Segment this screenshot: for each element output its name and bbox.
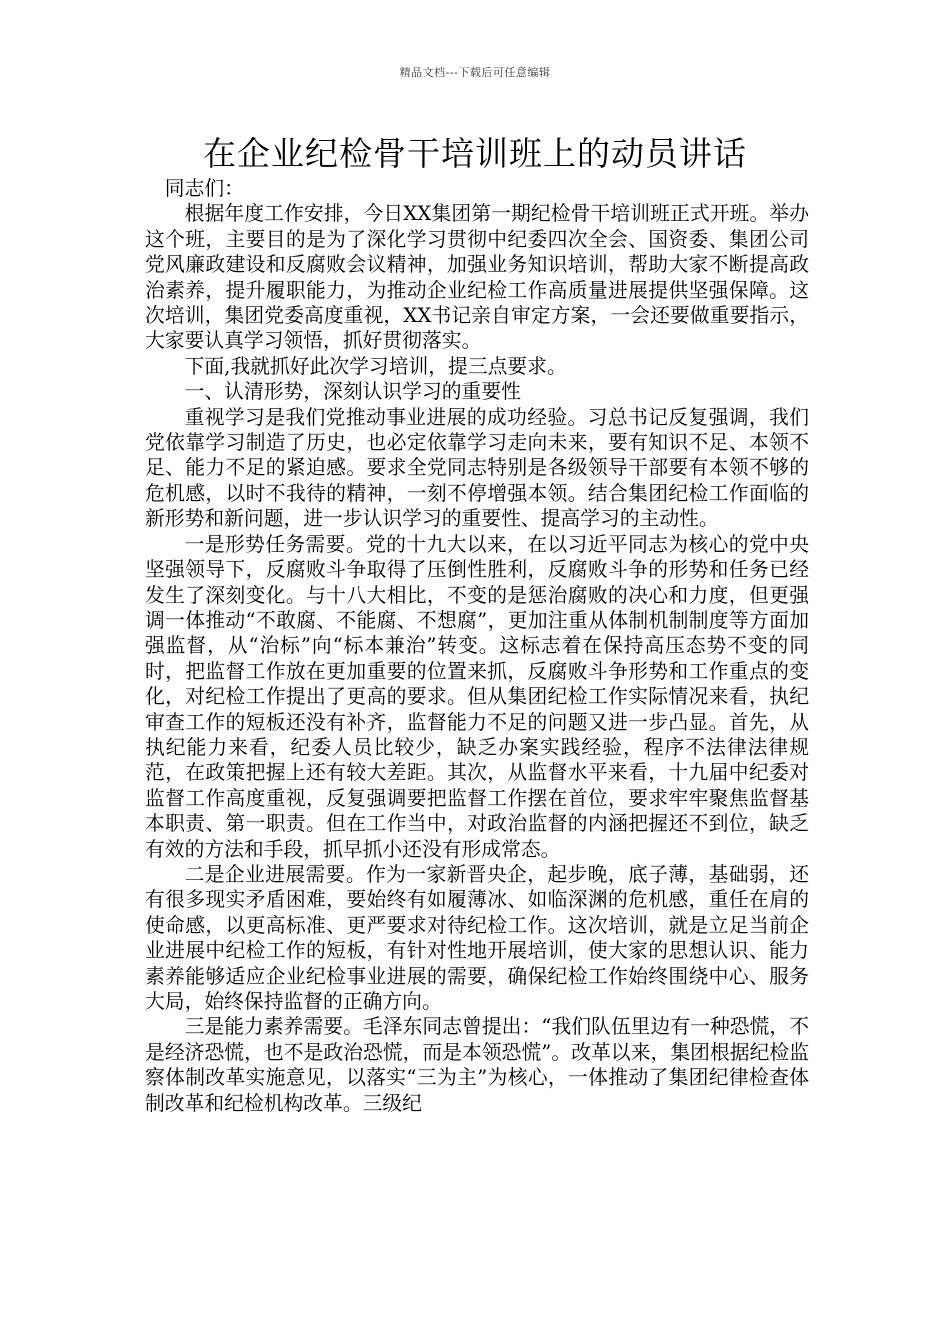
section-heading-1: 一、认清形势，深刻认识学习的重要性: [184, 380, 521, 404]
document-body: [145, 176, 809, 1116]
document-title: 在企业纪检骨干培训班上的动员讲话: [203, 134, 747, 173]
paragraph-learning: 重视学习是我们党推动事业进展的成功经验。习总书记反复强调，我们党依靠学习制造了历史，也必定依靠学习走向未来，要有知识不足、本领不足、能力不足的紧迫感。要求全党同志特别是各级领导干部要有本领不够的危机感，以时不我待的精神，一刻不停增强本领。结合集团纪检工作面临的新形势和新问题，进一步认识学习的重要性、提高学习的主动性。: [145, 405, 809, 531]
paragraph-situation: 一是形势任务需要。党的十九大以来，在以习近平同志为核心的党中央坚强领导下，反腐败斗争取得了压倒性胜利，反腐败斗争的形势和任务已经发生了深刻变化。与十八大相比，不变的是惩治腐败的决心和力度，但更强调一体推动“不敢腐、不能腐、不想腐”，更加注重从体制机制制度等方面加强监督，从“治标”向“标本兼治”转变。这标志着在保持高压态势不变的同时，把监督工作放在更加重要的位置来抓，反腐败斗争形势和工作重点的变化，对纪检工作提出了更高的要求。但从集团纪检工作实际情况来看，执纪审查工作的短板还没有补齐，监督能力不足的问题又进一步凸显。首先，从执纪能力来看，纪委人员比较少，缺乏办案实践经验，程序不法律法律规范，在政策把握上还有较大差距。其次，从监督水平来看，十九届中纪委对监督工作高度重视，反复强调要把监督工作摆在首位，要求牢牢聚焦监督基本职责、第一职责。但在工作当中，对政治监督的内涵把握还不到位，缺乏有效的方法和手段，抓早抓小还没有形成常态。: [145, 532, 809, 861]
paragraph-capability: 三是能力素养需要。毛泽东同志曾提出：“我们队伍里边有一种恐慌，不是经济恐慌，也不是政治恐慌，而是本领恐慌”。改革以来，集团根据纪检监察体制改革实施意见，以落实“三为主”为核心，一体推动了集团纪律检查体制改革和纪检机构改革。三级纪: [145, 1015, 809, 1115]
paragraph-requirements: 下面,我就抓好此次学习培训，提三点要求。: [184, 354, 567, 378]
paragraph-enterprise: 二是企业进展需要。作为一家新晋央企，起步晚，底子薄，基础弱，还有很多现实矛盾困难，要始终有如履薄冰、如临深渊的危机感，重任在肩的使命感，以更高标准、更严要求对待纪检工作。这次培训，就是立足当前企业进展中纪检工作的短板，有针对性地开展培训，使大家的思想认识、能力素养能够适应企业纪检事业进展的需要，确保纪检工作始终围绕中心、服务大局，始终保持监督的正确方向。: [145, 862, 809, 1013]
paragraph-intro: 根据年度工作安排，今日XX集团第一期纪检骨干培训班正式开班。举办这个班，主要目的是为了深化学习贯彻中纪委四次全会、国资委、集团公司党风廉政建设和反腐败会议精神，加强业务知识培训，帮助大家不断提高政治素养，提升履职能力，为推动企业纪检工作高质量进展提供坚强保障。这次培训，集团党委高度重视，XX书记亲自审定方案，一会还要做重要指示，大家要认真学习领悟，抓好贯彻落实。: [145, 202, 809, 353]
salutation: 同志们：: [164, 177, 244, 200]
header-note: 精品文档---下载后可任意编辑: [399, 66, 551, 79]
